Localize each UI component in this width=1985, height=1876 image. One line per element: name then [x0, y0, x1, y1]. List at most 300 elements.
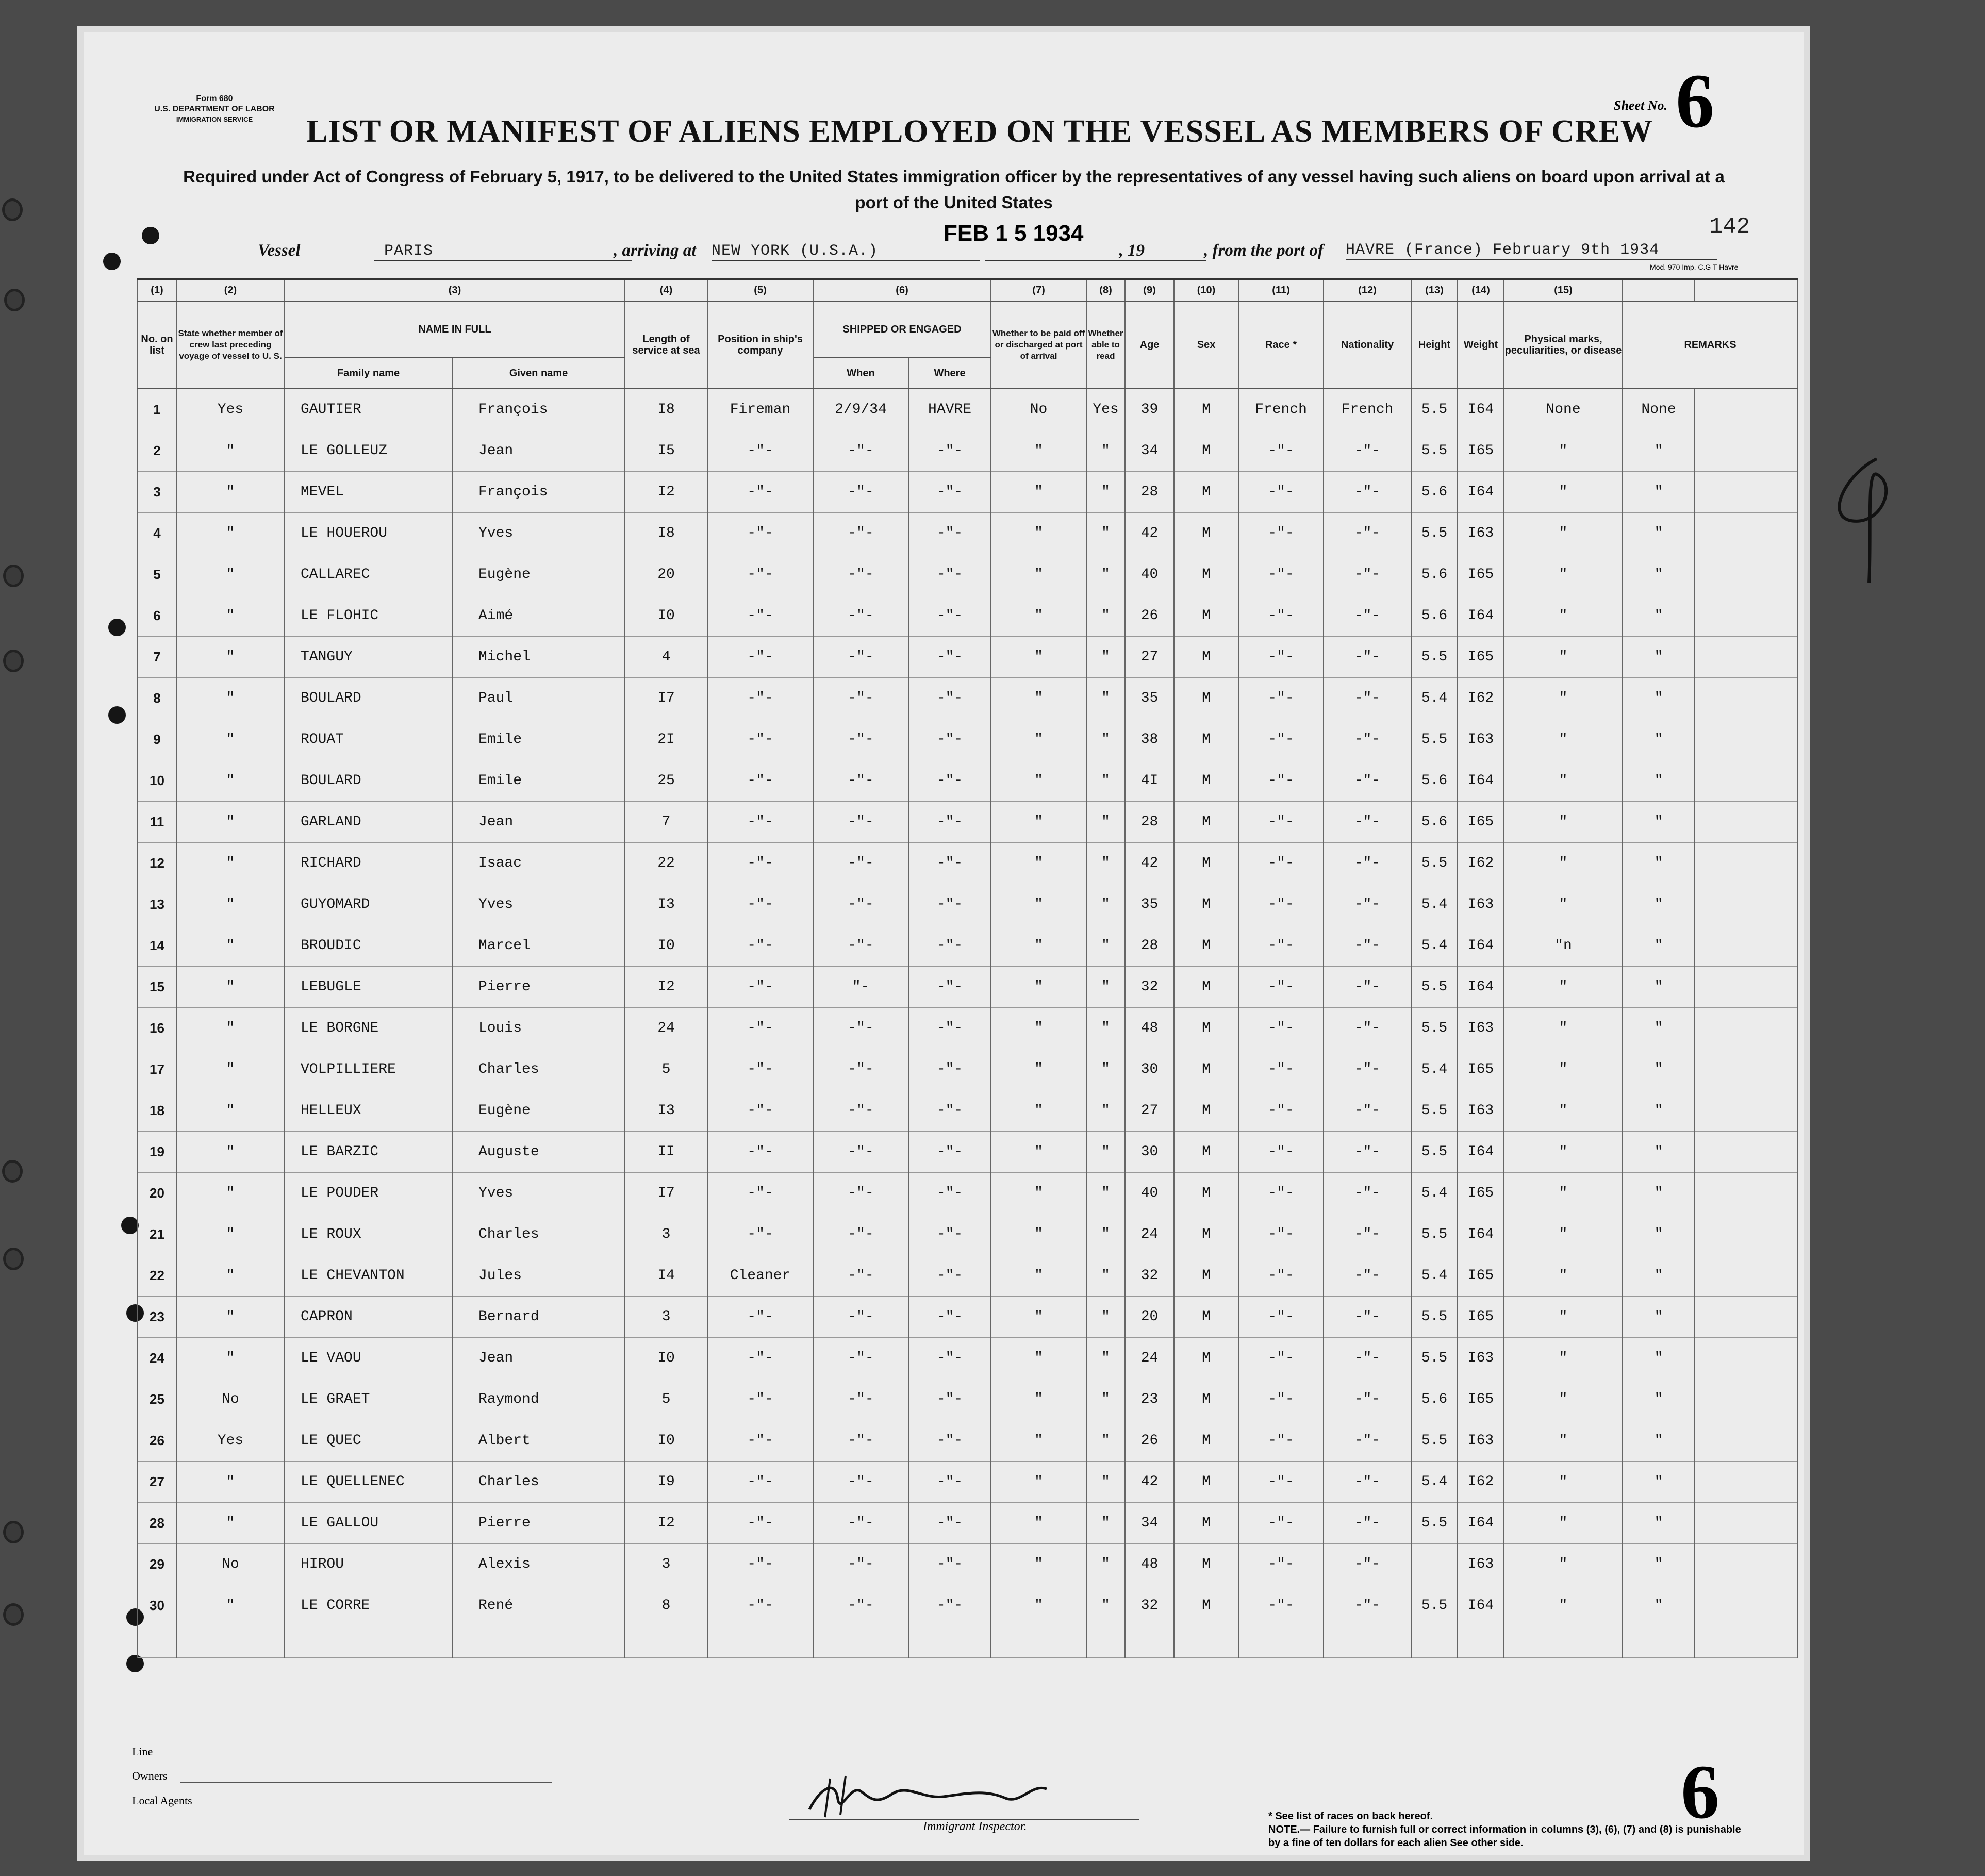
- vessel-name: PARIS: [374, 242, 632, 261]
- weight: I63: [1458, 884, 1504, 925]
- nationality: -"-: [1324, 843, 1411, 884]
- nationality: -"-: [1324, 719, 1411, 760]
- length-of-service: I5: [625, 430, 707, 472]
- physical-marks: ": [1504, 1173, 1623, 1214]
- remarks: ": [1623, 637, 1695, 678]
- shipped-when: -"-: [813, 1255, 908, 1297]
- family-name: BOULARD: [285, 678, 452, 719]
- blank-cell: [1174, 1626, 1238, 1658]
- family-name: ROUAT: [285, 719, 452, 760]
- family-name: LE BARZIC: [285, 1132, 452, 1173]
- nationality: -"-: [1324, 1544, 1411, 1585]
- shipped-where: -"-: [908, 1462, 991, 1503]
- header-shipped-or-engaged: SHIPPED OR ENGAGED: [813, 301, 991, 358]
- family-name: LE POUDER: [285, 1173, 452, 1214]
- col-num-4: (4): [625, 279, 707, 302]
- able-to-read: ": [1086, 719, 1125, 760]
- given-name: Pierre: [452, 967, 625, 1008]
- race: -"-: [1238, 1214, 1324, 1255]
- shipped-when: 2/9/34: [813, 389, 908, 430]
- header-given-name: Given name: [452, 358, 625, 389]
- given-name: Charles: [452, 1214, 625, 1255]
- margin-pencil-mark: [1815, 454, 1918, 588]
- position: -"-: [707, 637, 813, 678]
- shipped-where: -"-: [908, 1585, 991, 1626]
- blank-cell: [1324, 1626, 1411, 1658]
- table-row: [138, 802, 1798, 843]
- age: 4I: [1125, 760, 1174, 802]
- extra-cell: [1695, 1420, 1798, 1462]
- sex: M: [1174, 1503, 1238, 1544]
- table-row: [138, 1173, 1798, 1214]
- weight: I63: [1458, 1008, 1504, 1049]
- weight: I64: [1458, 760, 1504, 802]
- row-number: 10: [138, 760, 176, 802]
- table-row: [138, 1462, 1798, 1503]
- weight: I64: [1458, 1214, 1504, 1255]
- shipped-where: -"-: [908, 967, 991, 1008]
- shipped-when: -"-: [813, 1297, 908, 1338]
- shipped-when: -"-: [813, 513, 908, 554]
- race: -"-: [1238, 472, 1324, 513]
- position: -"-: [707, 719, 813, 760]
- header-race: Race *: [1238, 301, 1324, 389]
- age: 30: [1125, 1049, 1174, 1090]
- row-number: 8: [138, 678, 176, 719]
- paid-off: ": [991, 1420, 1086, 1462]
- remarks: ": [1623, 1338, 1695, 1379]
- col-num-2: (2): [176, 279, 285, 302]
- remarks: ": [1623, 1379, 1695, 1420]
- remarks: ": [1623, 1173, 1695, 1214]
- table-row: [138, 1090, 1798, 1132]
- shipped-when: -"-: [813, 1379, 908, 1420]
- physical-marks: ": [1504, 1132, 1623, 1173]
- subtitle-line-2: port of the United States: [855, 193, 1053, 212]
- weight: I65: [1458, 1173, 1504, 1214]
- age: 48: [1125, 1008, 1174, 1049]
- extra-cell: [1695, 760, 1798, 802]
- position: Cleaner: [707, 1255, 813, 1297]
- shipped-when: -"-: [813, 760, 908, 802]
- family-name: LE VAOU: [285, 1338, 452, 1379]
- binder-ring: [3, 565, 24, 587]
- table-row: [138, 967, 1798, 1008]
- height: 5.6: [1411, 802, 1458, 843]
- able-to-read: ": [1086, 1338, 1125, 1379]
- blank-cell: [1458, 1626, 1504, 1658]
- previous-voyage: ": [176, 678, 285, 719]
- paid-off: ": [991, 1049, 1086, 1090]
- paid-off: ": [991, 760, 1086, 802]
- paid-off: ": [991, 1090, 1086, 1132]
- nationality: -"-: [1324, 884, 1411, 925]
- weight: I63: [1458, 1420, 1504, 1462]
- physical-marks: ": [1504, 1090, 1623, 1132]
- from-label: , from the port of: [1204, 241, 1324, 260]
- shipped-when: -"-: [813, 472, 908, 513]
- header-sex: Sex: [1174, 301, 1238, 389]
- shipped-where: -"-: [908, 1379, 991, 1420]
- remarks: ": [1623, 595, 1695, 637]
- sheet-label: Sheet No.: [1614, 98, 1667, 113]
- family-name: BROUDIC: [285, 925, 452, 967]
- given-name: Jules: [452, 1255, 625, 1297]
- col-num-12: (12): [1324, 279, 1411, 302]
- page-title: LIST OR MANIFEST OF ALIENS EMPLOYED ON THE VESSEL AS MEMBERS OF CREW: [306, 114, 1653, 149]
- sex: M: [1174, 967, 1238, 1008]
- binder-ring: [2, 1160, 23, 1183]
- physical-marks: ": [1504, 843, 1623, 884]
- date-stamp: FEB 1 5 1934: [944, 221, 1084, 246]
- age: 28: [1125, 925, 1174, 967]
- height: 5.5: [1411, 389, 1458, 430]
- able-to-read: ": [1086, 884, 1125, 925]
- race: -"-: [1238, 1255, 1324, 1297]
- height: [1411, 1544, 1458, 1585]
- family-name: LE GOLLEUZ: [285, 430, 452, 472]
- race: -"-: [1238, 1173, 1324, 1214]
- table-row: [138, 637, 1798, 678]
- crew-rows: [138, 389, 1798, 1658]
- previous-voyage: ": [176, 595, 285, 637]
- table-row: [138, 1049, 1798, 1090]
- header-remarks: REMARKS: [1623, 301, 1798, 389]
- shipped-where: -"-: [908, 554, 991, 595]
- height: 5.4: [1411, 1173, 1458, 1214]
- shipped-when: -"-: [813, 1049, 908, 1090]
- physical-marks: ": [1504, 1544, 1623, 1585]
- sex: M: [1174, 389, 1238, 430]
- sex: M: [1174, 430, 1238, 472]
- family-name: VOLPILLIERE: [285, 1049, 452, 1090]
- physical-marks: ": [1504, 513, 1623, 554]
- able-to-read: ": [1086, 1420, 1125, 1462]
- position: -"-: [707, 1132, 813, 1173]
- previous-voyage: No: [176, 1379, 285, 1420]
- sex: M: [1174, 1379, 1238, 1420]
- previous-voyage: ": [176, 1462, 285, 1503]
- position: -"-: [707, 1503, 813, 1544]
- able-to-read: ": [1086, 1008, 1125, 1049]
- table-row: [138, 472, 1798, 513]
- extra-cell: [1695, 1214, 1798, 1255]
- weight: I65: [1458, 1049, 1504, 1090]
- extra-cell: [1695, 1255, 1798, 1297]
- previous-voyage: ": [176, 1297, 285, 1338]
- race: -"-: [1238, 1090, 1324, 1132]
- sex: M: [1174, 925, 1238, 967]
- blank-cell: [1238, 1626, 1324, 1658]
- length-of-service: 8: [625, 1585, 707, 1626]
- table-row: [138, 1544, 1798, 1585]
- position: -"-: [707, 1297, 813, 1338]
- height: 5.4: [1411, 884, 1458, 925]
- weight: I65: [1458, 1255, 1504, 1297]
- physical-marks: ": [1504, 760, 1623, 802]
- nationality: -"-: [1324, 1585, 1411, 1626]
- nationality: -"-: [1324, 472, 1411, 513]
- shipped-where: -"-: [908, 843, 991, 884]
- family-name: HIROU: [285, 1544, 452, 1585]
- family-name: RICHARD: [285, 843, 452, 884]
- weight: I62: [1458, 1462, 1504, 1503]
- physical-marks: ": [1504, 678, 1623, 719]
- handwritten-sheet-number: 142: [1709, 214, 1750, 240]
- sex: M: [1174, 637, 1238, 678]
- previous-voyage: ": [176, 843, 285, 884]
- paid-off: ": [991, 595, 1086, 637]
- extra-cell: [1695, 1090, 1798, 1132]
- weight: I62: [1458, 843, 1504, 884]
- sex: M: [1174, 719, 1238, 760]
- shipped-when: -"-: [813, 1173, 908, 1214]
- race: -"-: [1238, 513, 1324, 554]
- inspector-label: Immigrant Inspector.: [923, 1820, 1027, 1833]
- extra-cell: [1695, 595, 1798, 637]
- position: -"-: [707, 1338, 813, 1379]
- weight: I64: [1458, 595, 1504, 637]
- table-row: [138, 1214, 1798, 1255]
- length-of-service: 20: [625, 554, 707, 595]
- shipped-when: -"-: [813, 1132, 908, 1173]
- shipped-when: -"-: [813, 430, 908, 472]
- able-to-read: ": [1086, 843, 1125, 884]
- previous-voyage: ": [176, 472, 285, 513]
- sex: M: [1174, 595, 1238, 637]
- binder-ring: [2, 198, 23, 221]
- blank-cell: [908, 1626, 991, 1658]
- shipped-when: -"-: [813, 1585, 908, 1626]
- shipped-when: -"-: [813, 802, 908, 843]
- length-of-service: I3: [625, 1090, 707, 1132]
- height: 5.4: [1411, 925, 1458, 967]
- given-name: Aimé: [452, 595, 625, 637]
- paid-off: No: [991, 389, 1086, 430]
- physical-marks: ": [1504, 1297, 1623, 1338]
- sex: M: [1174, 843, 1238, 884]
- position: -"-: [707, 430, 813, 472]
- race: -"-: [1238, 595, 1324, 637]
- family-name: MEVEL: [285, 472, 452, 513]
- age: 28: [1125, 802, 1174, 843]
- paid-off: ": [991, 678, 1086, 719]
- position: -"-: [707, 967, 813, 1008]
- blank-cell: [813, 1626, 908, 1658]
- race: -"-: [1238, 1585, 1324, 1626]
- height: 5.5: [1411, 967, 1458, 1008]
- given-name: Yves: [452, 513, 625, 554]
- blank-cell: [138, 1626, 176, 1658]
- row-number: 12: [138, 843, 176, 884]
- form-number: Form 680: [196, 94, 233, 103]
- blank-cell: [452, 1626, 625, 1658]
- length-of-service: 5: [625, 1049, 707, 1090]
- length-of-service: I2: [625, 967, 707, 1008]
- able-to-read: ": [1086, 554, 1125, 595]
- given-name: Yves: [452, 1173, 625, 1214]
- shipped-where: -"-: [908, 719, 991, 760]
- race: -"-: [1238, 1297, 1324, 1338]
- height: 5.5: [1411, 1420, 1458, 1462]
- extra-cell: [1695, 1503, 1798, 1544]
- table-row: [138, 554, 1798, 595]
- length-of-service: 7: [625, 802, 707, 843]
- sex: M: [1174, 1544, 1238, 1585]
- col-num-10: (10): [1174, 279, 1238, 302]
- row-number: 3: [138, 472, 176, 513]
- sex: M: [1174, 1297, 1238, 1338]
- shipped-where: -"-: [908, 1008, 991, 1049]
- sex: M: [1174, 1049, 1238, 1090]
- paid-off: ": [991, 719, 1086, 760]
- remarks: ": [1623, 1420, 1695, 1462]
- length-of-service: I2: [625, 1503, 707, 1544]
- able-to-read: ": [1086, 1214, 1125, 1255]
- nationality: -"-: [1324, 967, 1411, 1008]
- table-row: [138, 1338, 1798, 1379]
- able-to-read: ": [1086, 472, 1125, 513]
- paid-off: ": [991, 1297, 1086, 1338]
- table-row: [138, 430, 1798, 472]
- column-number-row: [138, 279, 1798, 302]
- sex: M: [1174, 1338, 1238, 1379]
- blank-cell: [1504, 1626, 1623, 1658]
- physical-marks: ": [1504, 1585, 1623, 1626]
- remarks: ": [1623, 884, 1695, 925]
- col-num-14: (14): [1458, 279, 1504, 302]
- age: 42: [1125, 513, 1174, 554]
- physical-marks: ": [1504, 595, 1623, 637]
- row-number: 27: [138, 1462, 176, 1503]
- row-number: 30: [138, 1585, 176, 1626]
- blank-cell: [1086, 1626, 1125, 1658]
- binder-ring: [3, 650, 24, 672]
- height: 5.5: [1411, 719, 1458, 760]
- remarks: ": [1623, 1585, 1695, 1626]
- header-previous-voyage: State whether member of crew last preceding voyage of vessel to U. S.: [176, 301, 285, 389]
- remarks: ": [1623, 719, 1695, 760]
- remarks: ": [1623, 925, 1695, 967]
- given-name: Jean: [452, 430, 625, 472]
- col-num-11: (11): [1238, 279, 1324, 302]
- weight: I64: [1458, 1132, 1504, 1173]
- able-to-read: ": [1086, 1379, 1125, 1420]
- nationality: -"-: [1324, 678, 1411, 719]
- extra-cell: [1695, 678, 1798, 719]
- previous-voyage: Yes: [176, 389, 285, 430]
- col-num-13: (13): [1411, 279, 1458, 302]
- nationality: -"-: [1324, 1462, 1411, 1503]
- extra-cell: [1695, 1297, 1798, 1338]
- age: 24: [1125, 1338, 1174, 1379]
- physical-marks: ": [1504, 1008, 1623, 1049]
- paid-off: ": [991, 802, 1086, 843]
- extra-cell: [1695, 1173, 1798, 1214]
- previous-voyage: ": [176, 513, 285, 554]
- table-row: [138, 678, 1798, 719]
- previous-voyage: ": [176, 1255, 285, 1297]
- previous-voyage: ": [176, 1503, 285, 1544]
- family-name: TANGUY: [285, 637, 452, 678]
- age: 40: [1125, 554, 1174, 595]
- row-number: 17: [138, 1049, 176, 1090]
- row-number: 14: [138, 925, 176, 967]
- age: 42: [1125, 843, 1174, 884]
- family-name: HELLEUX: [285, 1090, 452, 1132]
- length-of-service: 22: [625, 843, 707, 884]
- height: 5.4: [1411, 1049, 1458, 1090]
- age: 48: [1125, 1544, 1174, 1585]
- blank-cell: [707, 1626, 813, 1658]
- age: 26: [1125, 595, 1174, 637]
- shipped-when: -"-: [813, 1420, 908, 1462]
- shipped-where: -"-: [908, 430, 991, 472]
- row-number: 21: [138, 1214, 176, 1255]
- header-where: Where: [908, 358, 991, 389]
- able-to-read: ": [1086, 967, 1125, 1008]
- header-age: Age: [1125, 301, 1174, 389]
- paid-off: ": [991, 554, 1086, 595]
- sheet-number-bottom: 6: [1681, 1749, 1719, 1835]
- binder-ring: [3, 1521, 24, 1543]
- nationality: -"-: [1324, 1503, 1411, 1544]
- position: -"-: [707, 1008, 813, 1049]
- row-number: 11: [138, 802, 176, 843]
- blank-cell: [1125, 1626, 1174, 1658]
- able-to-read: ": [1086, 595, 1125, 637]
- col-num-6: (6): [813, 279, 991, 302]
- previous-voyage: ": [176, 637, 285, 678]
- shipped-where: -"-: [908, 1049, 991, 1090]
- header-physical-marks: Physical marks, peculiarities, or disease: [1504, 301, 1623, 389]
- row-number: 25: [138, 1379, 176, 1420]
- length-of-service: I4: [625, 1255, 707, 1297]
- given-name: Eugène: [452, 554, 625, 595]
- paid-off: ": [991, 472, 1086, 513]
- weight: I64: [1458, 1585, 1504, 1626]
- height: 5.6: [1411, 595, 1458, 637]
- previous-voyage: ": [176, 760, 285, 802]
- extra-cell: [1695, 1544, 1798, 1585]
- table-row: [138, 719, 1798, 760]
- race: -"-: [1238, 430, 1324, 472]
- family-name: LE QUELLENEC: [285, 1462, 452, 1503]
- paid-off: ": [991, 637, 1086, 678]
- shipped-where: -"-: [908, 637, 991, 678]
- nationality: -"-: [1324, 925, 1411, 967]
- shipped-when: -"-: [813, 1338, 908, 1379]
- punch-hole: [103, 253, 121, 270]
- family-name: LE BORGNE: [285, 1008, 452, 1049]
- shipped-when: -"-: [813, 884, 908, 925]
- nationality: French: [1324, 389, 1411, 430]
- race: -"-: [1238, 925, 1324, 967]
- remarks: ": [1623, 554, 1695, 595]
- previous-voyage: ": [176, 1338, 285, 1379]
- age: 40: [1125, 1173, 1174, 1214]
- weight: I63: [1458, 1090, 1504, 1132]
- nationality: -"-: [1324, 1420, 1411, 1462]
- given-name: Eugène: [452, 1090, 625, 1132]
- subtitle: [134, 164, 1774, 215]
- position: -"-: [707, 554, 813, 595]
- length-of-service: I8: [625, 389, 707, 430]
- remarks: ": [1623, 1255, 1695, 1297]
- position: -"-: [707, 802, 813, 843]
- able-to-read: ": [1086, 925, 1125, 967]
- row-number: 29: [138, 1544, 176, 1585]
